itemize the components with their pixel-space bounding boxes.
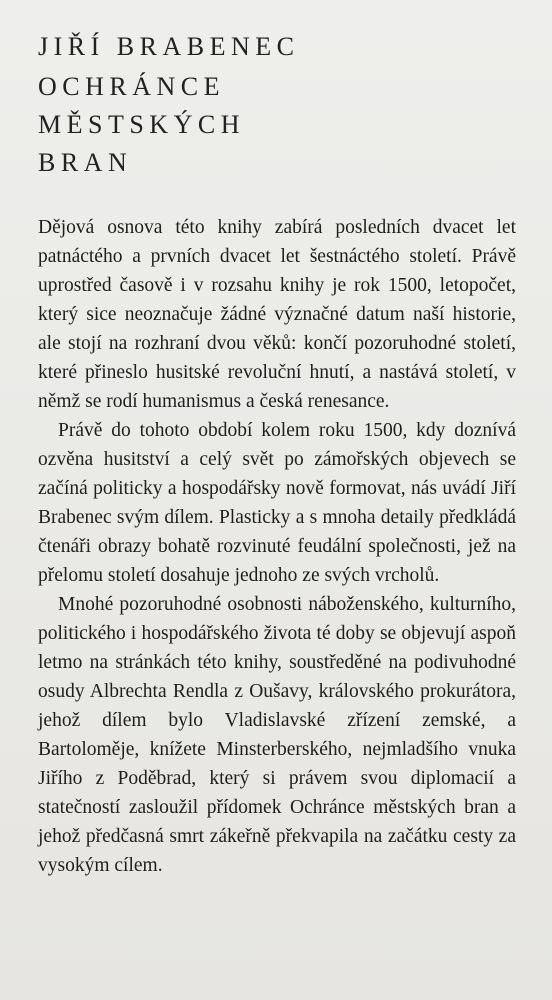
book-title-line-1: OCHRÁNCE <box>38 72 226 101</box>
book-title-line-3: BRAN <box>38 148 133 177</box>
paragraph-1: Dějová osnova této knihy zabírá posledních dvacet let patnáctého a prvních dvacet let šestnáctého století. Právě uprostřed časově i v rozsahu knihy je rok 1500, letopočet, který sice neoznačuje žádné význačné datum naší historie, ale stojí na rozhraní dvou věků: končí pozoruhodné století, které přineslo husitské revoluční hnutí, a nastává století, v němž se rodí humanismus a česká renesance. <box>38 217 516 412</box>
book-title-line-2: MĚSTSKÝCH <box>38 110 245 139</box>
paragraph-2: Právě do tohoto období kolem roku 1500, kdy doznívá ozvěna husitství a celý svět po zámořských objevech se začíná politicky a hospodářsky nově formovat, nás uvádí Jiří Brabenec svým dílem. Plasticky a s mnoha detaily předkládá čtenáři obrazy bohatě rozvinuté feudální společnosti, jež na přelomu století dosahuje jednoho ze svých vrcholů. <box>38 420 516 586</box>
blurb-text <box>38 213 516 880</box>
author-name: JIŘÍ BRABENEC <box>38 32 300 61</box>
title-block <box>38 28 518 182</box>
paragraph-3: Mnohé pozoruhodné osobnosti náboženského, kulturního, politického i hospodářského života té doby se objevují aspoň letmo na stránkách této knihy, soustředěné na podivuhodné osudy Albrechta Rendla z Oušavy, královského prokurátora, jehož dílem bylo Vladislavské zřízení zemské, a Bartoloměje, knížete Minsterberského, nejmladšího vnuka Jiřího z Poděbrad, který si právem svou diplomacií a statečností zasloužil přídomek Ochránce městských bran a jehož předčasná smrt zákeřně překvapila na začátku cesty za vysokým cílem. <box>38 594 516 876</box>
